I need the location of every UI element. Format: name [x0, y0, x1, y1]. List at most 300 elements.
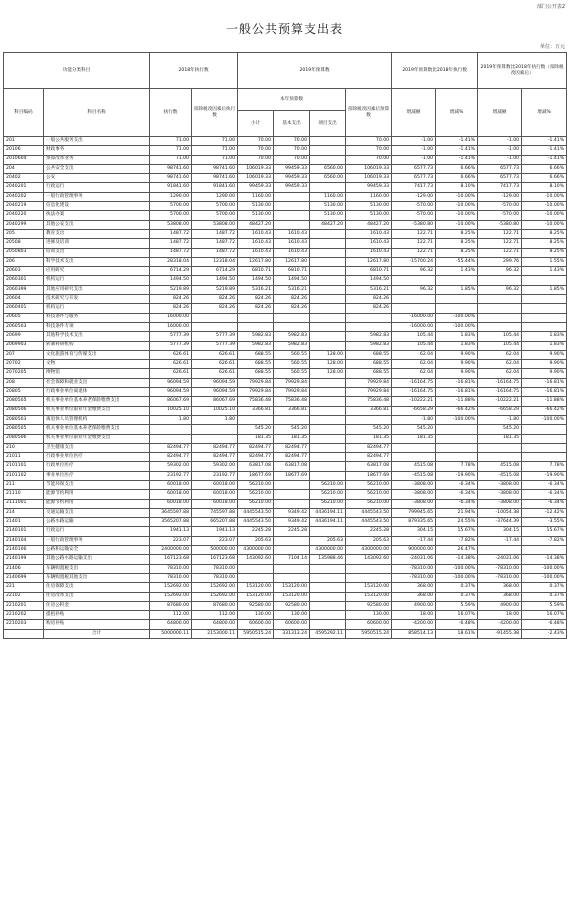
table-row: [4, 490, 567, 499]
cell-project: 5130.00: [310, 202, 346, 211]
cell-project: [310, 183, 346, 192]
cell-budget-adjusted: [346, 322, 392, 331]
table-row: [4, 462, 567, 471]
cell-subtotal: 82494.77: [238, 453, 274, 462]
cell-change-amount-adjusted: -4515.08: [478, 471, 522, 480]
cell-name: 科技条件专项: [44, 322, 150, 331]
cell-change-amount-adjusted: [478, 546, 522, 555]
cell-basic: 6810.71: [274, 267, 310, 276]
cell-name: 公共安全支出: [44, 164, 150, 173]
cell-code: 206: [4, 257, 44, 266]
cell-code: 2101101: [4, 462, 44, 471]
cell-change-amount-adjusted: -17.44: [478, 536, 522, 545]
cell-change-amount: -4515.08: [392, 471, 436, 480]
cell-exec-adjusted: 5700.00: [192, 211, 238, 220]
cell-change-rate-adjusted: 5.59%: [522, 601, 567, 610]
cell-name: 财政事务: [44, 146, 150, 155]
cell-basic: 545.20: [274, 425, 310, 434]
cell-change-rate: 5.59%: [436, 601, 478, 610]
cell-basic: 560.55: [274, 360, 310, 369]
cell-exec-adjusted: 86067.69: [192, 397, 238, 406]
cell-change-amount: -15700.24: [392, 257, 436, 266]
cell-budget-adjusted: 106019.33: [346, 164, 392, 173]
cell-change-amount: -16000.00: [392, 322, 436, 331]
cell-change-amount: -1.00: [392, 146, 436, 155]
cell-change-rate: 1.43%: [436, 267, 478, 276]
cell-budget-adjusted: 824.26: [346, 304, 392, 313]
cell-change-rate: 8.25%: [436, 248, 478, 257]
cell-basic: 153120.00: [274, 592, 310, 601]
cell-basic: 9349.42: [274, 518, 310, 527]
cell-exec: 96094.59: [150, 378, 192, 387]
cell-change-rate-adjusted: [522, 295, 567, 304]
cell-budget-adjusted: 70.00: [346, 146, 392, 155]
cell-project: [310, 378, 346, 387]
cell-change-amount-adjusted: -3808.00: [478, 480, 522, 489]
cell-project: 6560.00: [310, 164, 346, 173]
cell-project: [310, 415, 346, 424]
cell-change-rate: -100.00%: [436, 415, 478, 424]
cell-subtotal: 6810.71: [238, 267, 274, 276]
cell-change-rate-adjusted: -2.43%: [522, 629, 567, 638]
cell-code: 21011: [4, 453, 44, 462]
cell-project: [310, 146, 346, 155]
cell-change-rate-adjusted: 8.25%: [522, 248, 567, 257]
cell-change-amount-adjusted: -78310.00: [478, 564, 522, 573]
cell-subtotal: 2245.28: [238, 527, 274, 536]
cell-change-amount-adjusted: 122.71: [478, 229, 522, 238]
page-title: 一般公共预算支出表: [225, 22, 343, 36]
cell-change-amount-adjusted: 368.00: [478, 592, 522, 601]
cell-name: 转制科研机构: [44, 341, 150, 350]
header-exec-adjusted: 扣除税改因素后执行数: [192, 89, 238, 137]
cell-basic: [274, 536, 310, 545]
cell-change-amount: [392, 453, 436, 462]
cell-change-rate: 21.94%: [436, 508, 478, 517]
cell-project: [310, 601, 346, 610]
cell-exec: 23192.77: [150, 471, 192, 480]
cell-change-rate: -1.41%: [436, 137, 478, 146]
cell-change-amount-adjusted: 4515.08: [478, 462, 522, 471]
cell-exec-adjusted: 5219.89: [192, 285, 238, 294]
cell-subtotal: 92580.00: [238, 601, 274, 610]
cell-code: 20605: [4, 313, 44, 322]
cell-basic: 92580.00: [274, 601, 310, 610]
cell-project: 135988.46: [310, 555, 346, 564]
cell-change-amount-adjusted: 122.71: [478, 239, 522, 248]
cell-subtotal: [238, 573, 274, 582]
cell-name: 机构运行: [44, 276, 150, 285]
cell-exec-adjusted: 91841.60: [192, 183, 238, 192]
header-change-amount-adjusted: 增减额: [478, 89, 522, 137]
cell-code: 2111001: [4, 499, 44, 508]
cell-basic: 331313.24: [274, 629, 310, 638]
cell-change-amount-adjusted: [478, 295, 522, 304]
cell-basic: 824.26: [274, 295, 310, 304]
cell-exec: 71.00: [150, 137, 192, 146]
cell-project: [310, 620, 346, 629]
cell-subtotal: 70.00: [238, 146, 274, 155]
cell-change-rate-adjusted: 6.66%: [522, 164, 567, 173]
cell-exec-adjusted: 98741.60: [192, 164, 238, 173]
cell-basic: 560.55: [274, 350, 310, 359]
table-row: [4, 322, 567, 331]
cell-exec-adjusted: 824.26: [192, 304, 238, 313]
cell-subtotal: 63817.08: [238, 462, 274, 471]
cell-change-rate-adjusted: -66.42%: [522, 406, 567, 415]
cell-change-rate-adjusted: 0.37%: [522, 592, 567, 601]
cell-change-rate: -55.44%: [436, 257, 478, 266]
cell-basic: [274, 313, 310, 322]
cell-code: 210: [4, 443, 44, 452]
table-row: [4, 378, 567, 387]
cell-name: 执法办案: [44, 211, 150, 220]
table-row: [4, 564, 567, 573]
cell-subtotal: 56210.00: [238, 499, 274, 508]
cell-exec: 626.61: [150, 350, 192, 359]
cell-subtotal: 1160.00: [238, 192, 274, 201]
cell-code: 2060401: [4, 304, 44, 313]
cell-name: 行政事业单位离退休: [44, 388, 150, 397]
cell-change-amount-adjusted: 545.20: [478, 425, 522, 434]
cell-change-rate: -1.41%: [436, 146, 478, 155]
cell-change-amount: -570.00: [392, 211, 436, 220]
cell-code: 2060503: [4, 322, 44, 331]
cell-code: 207: [4, 350, 44, 359]
cell-basic: 70.00: [274, 137, 310, 146]
cell-basic: 99459.33: [274, 164, 310, 173]
cell-change-amount-adjusted: -91455.38: [478, 629, 522, 638]
cell-change-amount: 105.44: [392, 341, 436, 350]
cell-name: 节能环保支出: [44, 480, 150, 489]
cell-exec: 6714.29: [150, 267, 192, 276]
table-row: [4, 397, 567, 406]
cell-exec-adjusted: 71.00: [192, 155, 238, 164]
cell-project: 4300000.00: [310, 546, 346, 555]
cell-basic: [274, 573, 310, 582]
header-compare-group: 2019年预算数比2018年执行数: [392, 53, 478, 89]
table-row: [4, 248, 567, 257]
cell-exec-adjusted: 96094.59: [192, 388, 238, 397]
cell-name: 住房改革支出: [44, 592, 150, 601]
cell-subtotal: 688.55: [238, 369, 274, 378]
cell-basic: 99459.33: [274, 174, 310, 183]
cell-basic: 70.00: [274, 155, 310, 164]
cell-name: 行政运行: [44, 183, 150, 192]
cell-basic: 5316.21: [274, 285, 310, 294]
table-row: [4, 388, 567, 397]
cell-change-rate-adjusted: -6.34%: [522, 499, 567, 508]
cell-name: 科学技术支出: [44, 257, 150, 266]
cell-code: 2210201: [4, 601, 44, 610]
cell-basic: [274, 490, 310, 499]
cell-exec: 5777.39: [150, 341, 192, 350]
cell-basic: [274, 564, 310, 573]
cell-change-rate-adjusted: -7.82%: [522, 536, 567, 545]
cell-change-amount: 96.32: [392, 285, 436, 294]
cell-exec: 5777.39: [150, 332, 192, 341]
cell-project: [310, 229, 346, 238]
cell-code: 22102: [4, 592, 44, 601]
cell-change-rate-adjusted: -16.81%: [522, 378, 567, 387]
cell-change-rate-adjusted: -100.00%: [522, 415, 567, 424]
cell-change-rate-adjusted: 9.90%: [522, 360, 567, 369]
cell-exec: 60018.00: [150, 480, 192, 489]
cell-change-amount-adjusted: 304.15: [478, 527, 522, 536]
cell-change-rate: [436, 295, 478, 304]
cell-budget-adjusted: 79929.84: [346, 378, 392, 387]
cell-budget-adjusted: 60600.00: [346, 620, 392, 629]
cell-code: 2069903: [4, 341, 44, 350]
cell-basic: [274, 415, 310, 424]
cell-change-amount: 6577.73: [392, 174, 436, 183]
cell-subtotal: 5130.00: [238, 202, 274, 211]
cell-change-rate-adjusted: 8.25%: [522, 229, 567, 238]
cell-change-amount: 858514.13: [392, 629, 436, 638]
cell-code: 2060301: [4, 276, 44, 285]
cell-project: 4595292.11: [310, 629, 346, 638]
cell-exec-adjusted: 223.07: [192, 536, 238, 545]
cell-subtotal: 56210.00: [238, 490, 274, 499]
cell-name: 一般行政管理事务: [44, 536, 150, 545]
cell-budget-adjusted: 70.00: [346, 155, 392, 164]
cell-exec-adjusted: [192, 434, 238, 443]
cell-change-amount: [392, 304, 436, 313]
cell-code: 2140106: [4, 546, 44, 555]
cell-change-amount-adjusted: -10222.21: [478, 397, 522, 406]
cell-exec: 626.61: [150, 369, 192, 378]
cell-code: 20402: [4, 174, 44, 183]
cell-project: 128.00: [310, 369, 346, 378]
cell-change-rate: -7.82%: [436, 536, 478, 545]
cell-name: 机关事业单位基本养老保险缴费支出: [44, 397, 150, 406]
cell-exec: 78310.00: [150, 573, 192, 582]
cell-project: 56210.00: [310, 490, 346, 499]
cell-name: 购房补贴: [44, 620, 150, 629]
cell-project: [310, 443, 346, 452]
cell-exec-adjusted: [192, 322, 238, 331]
cell-subtotal: [238, 564, 274, 573]
cell-exec-adjusted: 626.61: [192, 369, 238, 378]
cell-code: [4, 629, 44, 638]
cell-subtotal: 153120.00: [238, 583, 274, 592]
cell-basic: 63817.08: [274, 462, 310, 471]
table-row: [4, 146, 567, 155]
cell-exec-adjusted: 112.00: [192, 611, 238, 620]
cell-name: 机关事业单位基本养老保险缴费支出: [44, 425, 150, 434]
cell-budget-adjusted: 1160.00: [346, 192, 392, 201]
cell-budget-adjusted: 56210.00: [346, 480, 392, 489]
cell-change-rate-adjusted: [522, 276, 567, 285]
cell-code: 2010604: [4, 155, 44, 164]
cell-exec: 1494.50: [150, 276, 192, 285]
cell-change-rate: -10.00%: [436, 192, 478, 201]
cell-budget-adjusted: 4445543.50: [346, 508, 392, 517]
cell-exec-adjusted: 1487.72: [192, 248, 238, 257]
cell-change-rate-adjusted: 8.25%: [522, 239, 567, 248]
cell-change-amount-adjusted: [478, 322, 522, 331]
cell-code: 2140699: [4, 573, 44, 582]
cell-subtotal: 205.63: [238, 536, 274, 545]
cell-subtotal: 130.00: [238, 611, 274, 620]
cell-change-amount: -16164.75: [392, 388, 436, 397]
cell-budget-adjusted: [346, 313, 392, 322]
cell-project: 56210.00: [310, 499, 346, 508]
cell-code: 205: [4, 229, 44, 238]
cell-exec-adjusted: 167123.68: [192, 555, 238, 564]
cell-change-rate-adjusted: -10.00%: [522, 202, 567, 211]
cell-exec-adjusted: 82494.77: [192, 443, 238, 452]
cell-change-rate: -100.00%: [436, 573, 478, 582]
cell-change-rate: -19.90%: [436, 471, 478, 480]
cell-change-rate: 8.10%: [436, 183, 478, 192]
cell-change-rate: -11.88%: [436, 397, 478, 406]
cell-exec: [150, 434, 192, 443]
cell-code: 2040202: [4, 192, 44, 201]
cell-name: 其他公安支出: [44, 220, 150, 229]
cell-project: [310, 267, 346, 276]
cell-subtotal: 106019.33: [238, 174, 274, 183]
cell-code: 20699: [4, 332, 44, 341]
cell-change-rate-adjusted: 9.90%: [522, 350, 567, 359]
cell-exec: 59302.00: [150, 462, 192, 471]
cell-change-rate: -100.00%: [436, 313, 478, 322]
cell-change-rate: [436, 434, 478, 443]
cell-change-rate-adjusted: 8.10%: [522, 183, 567, 192]
cell-change-amount: 62.04: [392, 360, 436, 369]
cell-change-rate-adjusted: 16.07%: [522, 611, 567, 620]
cell-name: 一般公共服务支出: [44, 137, 150, 146]
cell-budget-adjusted: 143092.60: [346, 555, 392, 564]
cell-exec: 87680.00: [150, 601, 192, 610]
cell-change-amount-adjusted: [478, 453, 522, 462]
total-row: [4, 629, 567, 638]
cell-code: 20702: [4, 360, 44, 369]
cell-subtotal: 688.55: [238, 350, 274, 359]
cell-change-rate: 6.66%: [436, 164, 478, 173]
cell-change-amount-adjusted: [478, 276, 522, 285]
header-2018-group: 2018年执行数: [150, 53, 238, 89]
header-basic: 基本支出: [274, 111, 310, 137]
cell-code: 2101102: [4, 471, 44, 480]
cell-exec-adjusted: 1290.00: [192, 192, 238, 201]
cell-exec: 2400000.00: [150, 546, 192, 555]
cell-change-rate: -1.41%: [436, 155, 478, 164]
cell-project: [310, 155, 346, 164]
cell-project: [310, 313, 346, 322]
cell-change-rate: 16.07%: [436, 611, 478, 620]
cell-project: [310, 239, 346, 248]
cell-code: 2080505: [4, 425, 44, 434]
cell-change-rate: -66.42%: [436, 406, 478, 415]
cell-project: 4436194.11: [310, 508, 346, 517]
cell-name: 提租补贴: [44, 611, 150, 620]
cell-exec-adjusted: 12318.04: [192, 257, 238, 266]
cell-change-amount-adjusted: -1.00: [478, 155, 522, 164]
cell-project: 205.63: [310, 536, 346, 545]
cell-change-rate-adjusted: 6.66%: [522, 174, 567, 183]
cell-code: 2210202: [4, 611, 44, 620]
cell-change-rate-adjusted: [522, 425, 567, 434]
cell-subtotal: 4445543.50: [238, 508, 274, 517]
cell-name: 车辆购置税支出: [44, 564, 150, 573]
cell-budget-adjusted: 4300000.00: [346, 546, 392, 555]
cell-budget-adjusted: 56210.00: [346, 490, 392, 499]
cell-code: 2140104: [4, 536, 44, 545]
cell-change-rate: -14.38%: [436, 555, 478, 564]
cell-code: 2040201: [4, 183, 44, 192]
cell-project: [310, 285, 346, 294]
cell-name: 其他科学技术支出: [44, 332, 150, 341]
cell-change-rate: 8.25%: [436, 239, 478, 248]
cell-subtotal: 56210.00: [238, 480, 274, 489]
header-name: 科目名称: [44, 89, 150, 137]
cell-code: 2050803: [4, 248, 44, 257]
cell-subtotal: 4300000.00: [238, 546, 274, 555]
cell-budget-adjusted: 106019.33: [346, 174, 392, 183]
cell-change-rate-adjusted: -100.00%: [522, 573, 567, 582]
cell-change-amount: 799945.65: [392, 508, 436, 517]
cell-name: 公路和运输安全: [44, 546, 150, 555]
cell-budget-adjusted: 82494.77: [346, 443, 392, 452]
cell-exec: 64800.00: [150, 620, 192, 629]
cell-change-rate: -6.34%: [436, 499, 478, 508]
cell-basic: 82494.77: [274, 453, 310, 462]
cell-change-amount: -570.00: [392, 202, 436, 211]
cell-code: 221: [4, 583, 44, 592]
cell-exec: 5000000.11: [150, 629, 192, 638]
cell-budget-adjusted: 153120.00: [346, 583, 392, 592]
cell-change-amount: -17.44: [392, 536, 436, 545]
cell-change-amount: -16164.75: [392, 378, 436, 387]
table-row: [4, 573, 567, 582]
cell-project: [310, 527, 346, 536]
cell-budget-adjusted: 63817.08: [346, 462, 392, 471]
cell-change-amount: 368.00: [392, 583, 436, 592]
table-row: [4, 601, 567, 610]
cell-subtotal: [238, 322, 274, 331]
cell-name: 机关事业单位职业年金缴费支出: [44, 434, 150, 443]
cell-change-rate-adjusted: -12.42%: [522, 508, 567, 517]
cell-change-rate: -16.81%: [436, 388, 478, 397]
cell-basic: 70.00: [274, 146, 310, 155]
cell-name: 博物馆: [44, 369, 150, 378]
cell-basic: 79929.84: [274, 378, 310, 387]
cell-basic: 181.35: [274, 434, 310, 443]
cell-basic: 560.55: [274, 369, 310, 378]
cell-change-amount-adjusted: 62.04: [478, 350, 522, 359]
cell-change-amount-adjusted: 122.71: [478, 248, 522, 257]
cell-change-rate-adjusted: 0.37%: [522, 583, 567, 592]
cell-basic: 2245.28: [274, 527, 310, 536]
table-body: [4, 137, 567, 639]
cell-change-rate-adjusted: 15.67%: [522, 527, 567, 536]
cell-basic: [274, 211, 310, 220]
table-row: [4, 239, 567, 248]
cell-name: 车辆购置税其他支出: [44, 573, 150, 582]
cell-budget-adjusted: 153120.00: [346, 592, 392, 601]
cell-change-rate: 9.90%: [436, 369, 478, 378]
cell-change-rate-adjusted: -11.88%: [522, 397, 567, 406]
cell-budget-adjusted: 130.00: [346, 611, 392, 620]
cell-basic: [274, 220, 310, 229]
cell-budget-adjusted: [346, 573, 392, 582]
cell-exec-adjusted: 500000.00: [192, 546, 238, 555]
cell-exec-adjusted: 71.00: [192, 137, 238, 146]
cell-exec: 53808.00: [150, 220, 192, 229]
cell-exec-adjusted: 10025.10: [192, 406, 238, 415]
cell-subtotal: 79929.84: [238, 378, 274, 387]
